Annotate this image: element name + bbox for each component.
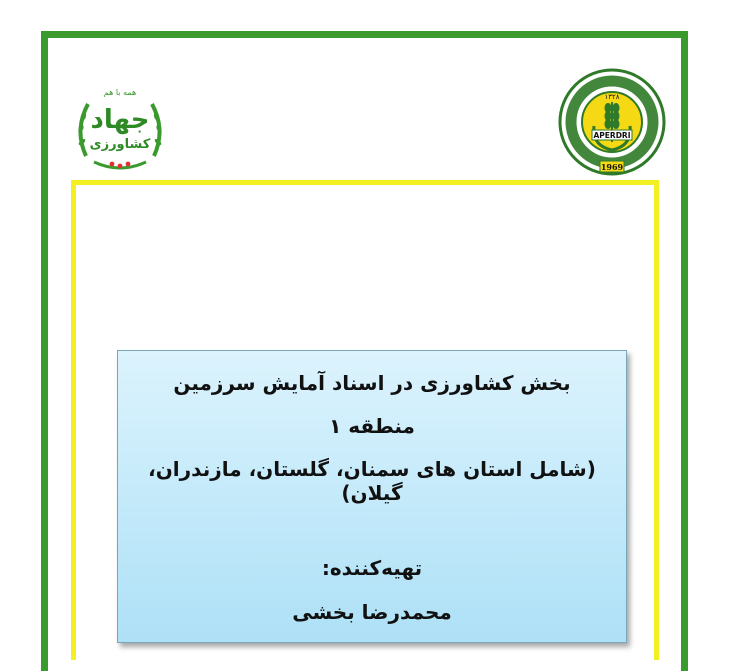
aperdri-seal-graphic bbox=[556, 66, 668, 178]
jahad-logo-graphic bbox=[72, 82, 168, 172]
aperdri-year: 1969 bbox=[600, 162, 624, 172]
jahad-subtitle: کشاورزی bbox=[89, 137, 151, 152]
aperdri-year-persian: ۱۳۲۸ bbox=[604, 93, 620, 101]
document-provinces: (شامل استان های سمنان، گلستان، مازندران، گیلان) bbox=[148, 457, 596, 505]
jahad-word: جهاد bbox=[90, 105, 150, 135]
aperdri-acronym: APERDRI bbox=[593, 131, 631, 140]
jahad-keshavarzi-logo bbox=[72, 82, 168, 172]
jahad-top-text: همه با هم bbox=[103, 88, 137, 97]
document-title: بخش کشاورزی در اسناد آمایش سرزمین bbox=[173, 371, 571, 395]
author-name: محمدرضا بخشی bbox=[292, 600, 452, 624]
aperdri-seal-logo bbox=[556, 66, 668, 178]
document-region: منطقه ۱ bbox=[329, 414, 415, 438]
title-box bbox=[117, 350, 627, 643]
prepared-by-label: تهیه‌کننده: bbox=[321, 556, 423, 580]
